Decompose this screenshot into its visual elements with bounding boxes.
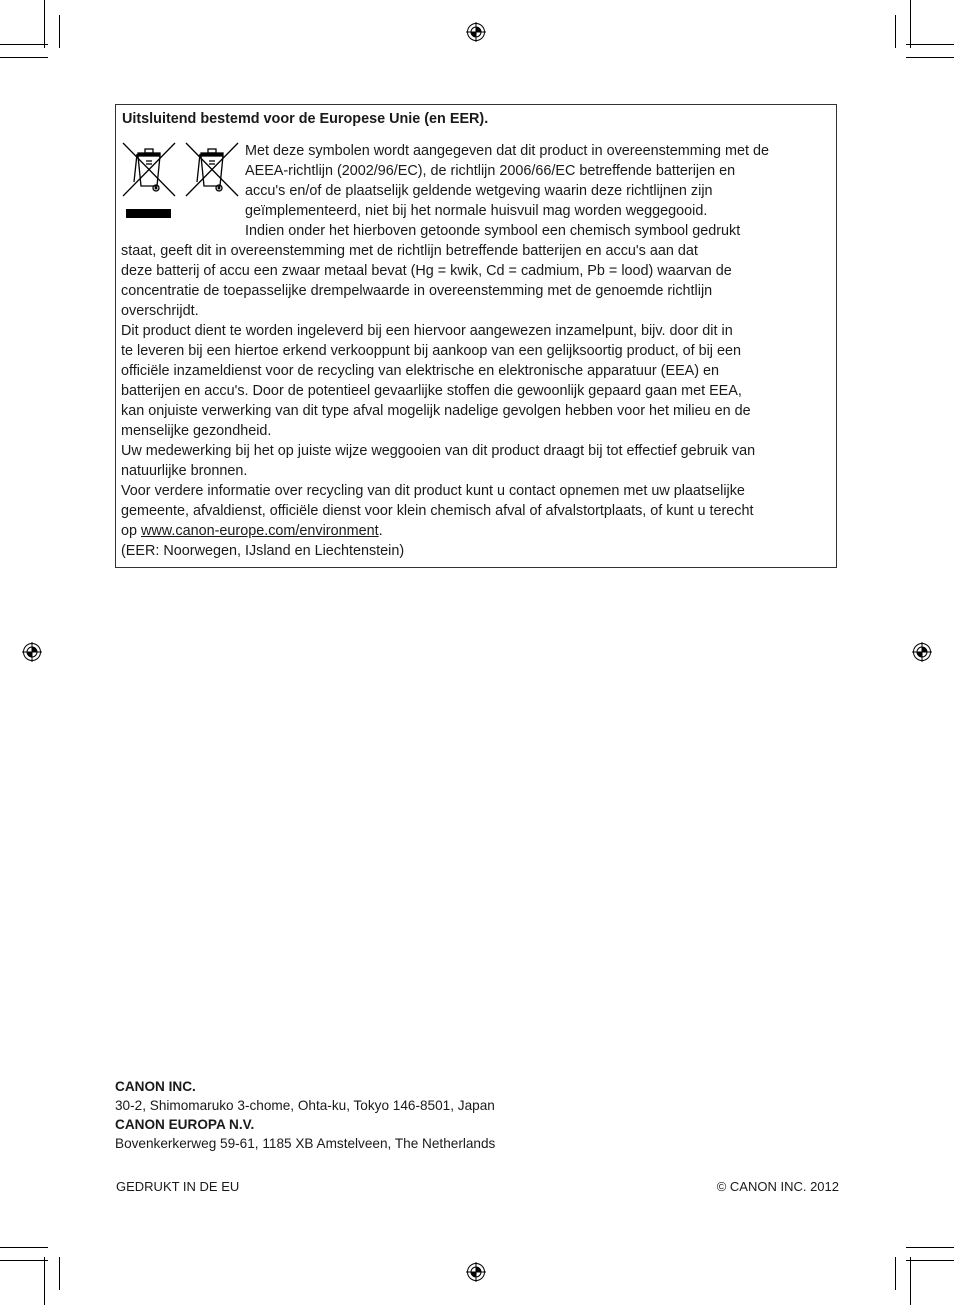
notice-text-line: menselijke gezondheid. (121, 423, 272, 439)
environment-link[interactable]: www.canon-europe.com/environment (141, 523, 379, 539)
registration-crosshair-icon (466, 22, 486, 42)
notice-text-line: officiële inzameldienst voor de recycling van elektrische en elektronische apparatuur (EEA) en (121, 363, 720, 379)
weee-notice-box (115, 104, 837, 568)
notice-text-line: geïmplementeerd, niet bij het normale huisvuil mag worden weggegooid. (245, 203, 708, 219)
company-name-japan: CANON INC. (115, 1079, 196, 1094)
notice-text-line: accu's en/of de plaatselijk geldende wetgeving waarin deze richtlijnen zijn (245, 183, 713, 199)
crossed-out-wheelie-bin-with-bar-icon (123, 143, 175, 196)
notice-text-line: AEEA-richtlijn (2002/96/EC), de richtlijn 2006/66/EC betreffende batterijen en (245, 163, 736, 179)
company-address-japan: 30-2, Shimomaruko 3-chome, Ohta-ku, Tokyo 146-8501, Japan (115, 1098, 495, 1113)
link-suffix: . (378, 523, 383, 539)
notice-text-line: te leveren bij een hiertoe erkend verkooppunt bij aankoop van een gelijksoortig product, of bij een (121, 343, 742, 359)
notice-text-line: Voor verdere informatie over recycling van dit product kunt u contact opnemen met uw plaatselijke (121, 483, 745, 499)
link-prefix: op (121, 523, 142, 539)
crossed-out-wheelie-bin-icon (186, 143, 238, 196)
chemical-bar-icon (126, 209, 171, 218)
notice-title: Uitsluitend bestemd voor de Europese Unie (en EER). (122, 111, 489, 127)
company-address-europe: Bovenkerkerweg 59-61, 1185 XB Amstelveen, The Netherlands (115, 1136, 496, 1151)
notice-text-line: natuurlijke bronnen. (121, 463, 248, 479)
notice-text-line: overschrijdt. (121, 303, 199, 319)
notice-text-line: deze batterij of accu een zwaar metaal bevat (Hg = kwik, Cd = cadmium, Pb = lood) waarvan de (121, 263, 732, 279)
printed-in: GEDRUKT IN DE EU (116, 1179, 240, 1194)
notice-link-line (121, 521, 383, 541)
notice-text-line: staat, geeft dit in overeenstemming met de richtlijn betreffende batterijen en accu's aan dat (121, 243, 698, 259)
company-name-europe: CANON EUROPA N.V. (115, 1117, 255, 1132)
notice-text-line: concentratie de toepasselijke drempelwaarde in overeenstemming met de genoemde richtlijn (121, 283, 713, 299)
registration-crosshair-icon (912, 642, 932, 662)
notice-text-line: kan onjuiste verwerking van dit type afval mogelijk nadelige gevolgen hebben voor het milieu en de (121, 403, 751, 419)
weee-symbols (122, 142, 240, 222)
notice-text-line: Dit product dient te worden ingeleverd bij een hiervoor aangewezen inzamelpunt, bijv. door dit in (121, 323, 733, 339)
notice-text-line: gemeente, afvaldienst, officiële dienst voor klein chemisch afval of afvalstortplaats, of kunt u terecht (121, 503, 754, 519)
notice-text-line: Uw medewerking bij het op juiste wijze weggooien van dit product draagt bij tot effectief gebruik van (121, 443, 756, 459)
notice-text-line: batterijen en accu's. Door de potentieel gevaarlijke stoffen die gewoonlijk gepaard gaan met EEA, (121, 383, 742, 399)
eer-note: (EER: Noorwegen, IJsland en Liechtenstein) (121, 543, 405, 559)
registration-crosshair-icon (466, 1262, 486, 1282)
copyright: © CANON INC. 2012 (716, 1179, 839, 1194)
notice-text-line: Indien onder het hierboven getoonde symbool een chemisch symbool gedrukt (245, 223, 741, 239)
notice-text-line: Met deze symbolen wordt aangegeven dat dit product in overeenstemming met de (245, 143, 769, 159)
registration-crosshair-icon (22, 642, 42, 662)
